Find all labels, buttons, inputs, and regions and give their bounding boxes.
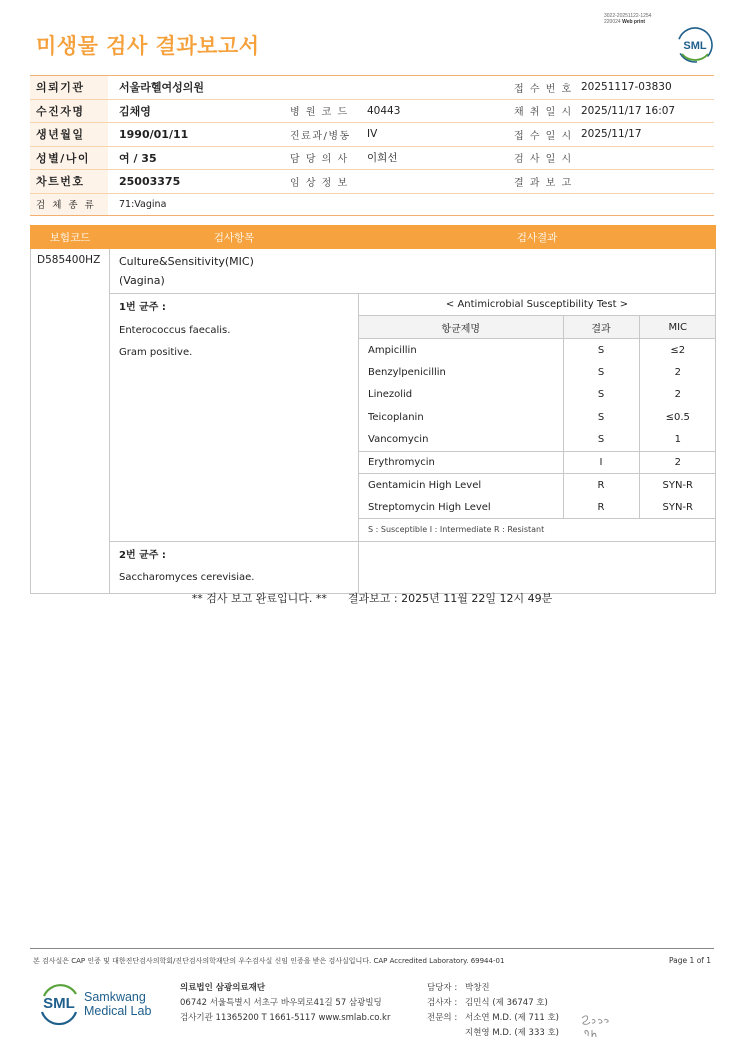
info-value: 25003375 <box>119 174 181 188</box>
antibiotic-result: R <box>563 496 639 519</box>
info-value: 김채영 <box>119 104 151 118</box>
antibiotic-row <box>359 496 716 519</box>
info-label: 진료과/병동 <box>290 130 351 142</box>
antibiotic-name: Ampicillin <box>368 344 417 356</box>
antibiotic-name: Teicoplanin <box>368 411 424 423</box>
info-value: 1990/01/11 <box>119 127 189 141</box>
organism-1-gram: Gram positive. <box>119 347 193 358</box>
info-label: 병 원 코 드 <box>290 107 349 119</box>
ast-container <box>359 316 716 542</box>
info-label: 생년월일 <box>30 123 108 146</box>
info-label: 담 당 의 사 <box>290 154 349 166</box>
info-value: IV <box>367 128 378 141</box>
report-title: 미생물 검사 결과보고서 <box>36 34 260 58</box>
staff-name: 서소연 M.D. (제 711 호) <box>465 1013 560 1023</box>
test-item-specimen: (Vagina) <box>119 274 165 287</box>
brand-line1: Samkwang <box>84 990 146 1004</box>
ast-col-name: 항균제명 <box>359 316 563 339</box>
antibiotic-row <box>359 406 716 429</box>
organism-2-header: 2번 균주 : <box>119 549 166 561</box>
info-label: 접 수 일 시 <box>514 130 573 142</box>
specimen-row <box>30 194 714 216</box>
info-label: 채 취 일 시 <box>514 107 573 119</box>
sml-footer-logo <box>36 980 82 1026</box>
antibiotic-mic: 2 <box>639 384 716 407</box>
staff-role: 검사자 : <box>427 998 458 1008</box>
completion-text: ** 검사 보고 완료입니다. ** <box>191 592 327 605</box>
ast-col-mic: MIC <box>639 316 716 339</box>
report-time: 결과보고 : 2025년 11월 22일 12시 49분 <box>347 592 553 605</box>
info-row <box>30 100 714 124</box>
info-label: 의뢰기관 <box>30 76 108 99</box>
info-value: 이희선 <box>367 152 398 165</box>
info-label: 임 상 정 보 <box>290 177 349 189</box>
staff-role: 전문의 : <box>427 1013 458 1023</box>
ast-col-result: 결과 <box>563 316 639 339</box>
svg-text:SML: SML <box>43 995 75 1012</box>
ast-table <box>359 316 716 541</box>
antibiotic-row <box>359 474 716 497</box>
info-value: 서울라헬여성의원 <box>119 81 205 95</box>
staff-list <box>427 981 559 1041</box>
test-item <box>110 249 716 294</box>
info-row <box>30 76 714 100</box>
info-value: 2025/11/17 16:07 <box>581 104 676 117</box>
antibiotic-result: I <box>563 451 639 474</box>
web-print-label: Web print <box>622 19 646 25</box>
organization-address: 06742 서울특별시 서초구 바우뫼로41길 57 삼광빌딩 <box>180 998 382 1008</box>
antibiotic-row <box>359 429 716 452</box>
sml-logo <box>676 26 714 64</box>
antibiotic-row <box>359 384 716 407</box>
antibiotic-mic: 1 <box>639 429 716 452</box>
info-label: 차트번호 <box>30 170 108 193</box>
footer-divider <box>30 948 714 949</box>
info-value: 20251117-03830 <box>581 81 672 94</box>
staff-name: 박창진 <box>465 983 490 993</box>
staff-name: 김민식 (제 36747 호) <box>465 998 548 1008</box>
antibiotic-mic: 2 <box>639 361 716 384</box>
antibiotic-name: Benzylpenicillin <box>368 366 446 378</box>
svg-text:SML: SML <box>683 40 707 52</box>
handwritten-signature <box>578 1010 614 1040</box>
specimen-value: 71:Vagina <box>119 198 167 210</box>
info-row <box>30 147 714 171</box>
organism-1 <box>110 294 359 542</box>
col-header-result: 검사결과 <box>359 226 716 249</box>
antibiotic-name: Streptomycin High Level <box>368 501 491 513</box>
organization-name: 의료법인 삼광의료재단 <box>180 983 266 993</box>
info-value: 2025/11/17 <box>581 128 642 141</box>
info-row <box>30 123 714 147</box>
antibiotic-mic: SYN-R <box>639 474 716 497</box>
info-value: 40443 <box>367 104 401 117</box>
info-value: 여 / 35 <box>119 151 157 165</box>
organization-info <box>180 981 390 1026</box>
col-header-item: 검사항목 <box>110 226 359 249</box>
organism-1-name: Enterococcus faecalis. <box>119 324 231 336</box>
staff-name: 지현영 M.D. (제 333 호) <box>465 1028 560 1038</box>
info-label: 수진자명 <box>30 100 108 123</box>
antibiotic-name: Vancomycin <box>368 434 429 445</box>
antibiotic-mic: SYN-R <box>639 496 716 519</box>
antibiotic-mic: ≤0.5 <box>639 406 716 429</box>
antibiotic-row <box>359 451 716 474</box>
legend-row <box>359 519 716 541</box>
antibiotic-result: S <box>563 406 639 429</box>
susceptibility-legend: S : Susceptible I : Intermediate R : Resistant <box>359 519 716 541</box>
brand-name <box>84 990 151 1018</box>
antibiotic-name: Erythromycin <box>359 451 563 474</box>
info-row <box>30 170 714 194</box>
ast-title: < Antimicrobial Susceptibility Test > <box>359 294 716 316</box>
col-header-code: 보험코드 <box>31 226 110 249</box>
report-status <box>0 590 744 606</box>
antibiotic-row <box>359 339 716 362</box>
organization-contact: 검사기관 11365200 T 1661-5117 www.smlab.co.kr <box>180 1013 391 1023</box>
patient-info-table <box>30 75 714 216</box>
page-number: Page 1 of 1 <box>669 956 712 965</box>
insurance-code: D585400HZ <box>31 249 110 594</box>
info-label: 검 사 일 시 <box>514 154 573 166</box>
staff-role: 담당자 : <box>427 983 458 993</box>
info-label: 접 수 번 호 <box>514 83 573 95</box>
antibiotic-result: S <box>563 384 639 407</box>
antibiotic-mic: 2 <box>639 451 716 474</box>
organism-1-header: 1번 균주 : <box>119 302 166 313</box>
antibiotic-name: Linezolid <box>368 389 413 401</box>
staff-role <box>427 1026 465 1041</box>
certification-note: 본 검사실은 CAP 인증 및 대한진단검사의학회/진단검사의학재단의 우수검사실 신임 인증을 받은 검사실입니다. CAP Accredited Laboratory. 69944-01 <box>33 957 505 965</box>
antibiotic-result: R <box>563 474 639 497</box>
print-meta-id: 3022-20251122-1254 <box>604 13 652 19</box>
print-meta <box>604 13 651 25</box>
specimen-label: 검 체 종 류 <box>30 194 108 215</box>
info-label: 결 과 보 고 <box>514 177 573 189</box>
test-item-name: Culture&Sensitivity(MIC) <box>119 255 254 268</box>
results-table <box>30 225 716 594</box>
antibiotic-row <box>359 361 716 384</box>
antibiotic-result: S <box>563 361 639 384</box>
info-label: 성별/나이 <box>30 147 108 170</box>
organism-2-name: Saccharomyces cerevisiae. <box>119 572 255 583</box>
organism-2 <box>110 541 359 593</box>
antibiotic-name: Gentamicin High Level <box>359 474 563 497</box>
organism-2-result <box>359 541 716 593</box>
brand-line2: Medical Lab <box>84 1004 152 1018</box>
antibiotic-result: S <box>563 429 639 452</box>
antibiotic-result: S <box>563 339 639 362</box>
antibiotic-mic: ≤2 <box>639 339 716 362</box>
print-meta-code: 220024 <box>604 19 621 25</box>
